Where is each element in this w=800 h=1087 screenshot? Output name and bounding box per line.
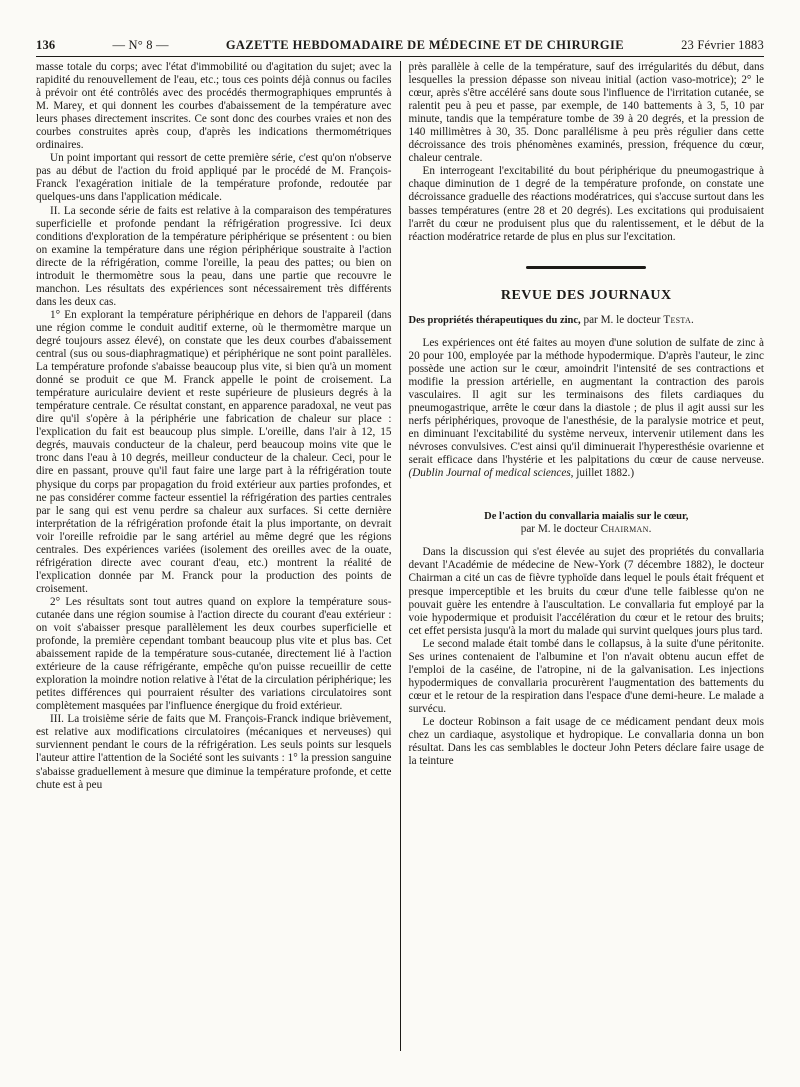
paragraph: Un point important qui ressort de cette première série, c'est qu'on n'observe pas au début de l'action du froid appliqué par le procédé de M. François-Franck l'exagération initiale de la température profonde, redoutée par quelques-uns dans l'application médicale. [36,152,392,204]
paragraph: Le second malade était tombé dans le collapsus, à la suite d'une péritonite. Ses urines contenaient de l'albumine et l'on n'avait obtenu aucun effet de l'emploi de la caséine, de l'atropine, ni de la galvanisation. Les injections hypodermiques de convallaria procurèrent l'augmentation des battements du cœur et le retour de la respiration dans l'espace d'une demi-heure. Le malade a survécu. [408,637,764,715]
section-divider [526,266,646,269]
article-author: Chairman. [600,523,652,536]
article-title-text: Des propriétés thérapeutiques du zinc, [408,314,581,326]
article-source: (Dublin Journal of medical sciences, [408,467,574,480]
left-column [36,61,400,1051]
paragraph: Dans la discussion qui s'est élevée au sujet des propriétés du convallaria devant l'Académie de médecine de New-York (7 décembre 1882), le docteur Chairman a cité un cas de fièvre typhoïde dans lequel le pouls était fréquent et presque imperceptible et les bruits du cœur d'une telle faiblesse qu'on ne pouvait guère les entendre à l'auscultation. Le convallaria fut employé par la voie hypodermique et produisit l'accélération du cœur et le retour des bruits; cet effet persista jusqu'à la mort du malade qui survint quelques jours plus tard. [408,546,764,637]
paragraph: En interrogeant l'excitabilité du bout périphérique du pneumogastrique à chaque diminution de 1 degré de la température profonde, on constate une décroissance graduelle des réactions modératrices, qui s'accuse surtout dans les basses températures (entre 28 et 20 degrés). Les excitations qui produisaient l'arrêt du cœur ne produisent plus que du ralentissement, et le début de la réaction modératrice retarde de plus en plus sur l'excitation. [408,165,764,243]
paragraph: 1° En explorant la température périphérique en dehors de l'appareil (dans une région comme le conduit auditif externe, où le thermomètre marque un degré toujours assez élevé), on constate que les deux courbes d'abaissement central (sus ou sous-diaphragmatique) et périphérique ne sont point parallèles. La température profonde s'abaisse beaucoup plus vite, si bien qu'à un moment donné se produit ce que M. Franck appelle le point de croisement. La température auriculaire devient et reste supérieure de plusieurs degrés à la température centrale. Ce résultat constant, en apparence paradoxal, ne veut pas dire qu'il s'opère à la périphérie une fabrication de chaleur sur place : l'explication du fait est beaucoup plus simple. L'oreille, dans l'air à 12, 15 degrés, mauvais conducteur de la chaleur, perd beaucoup moins vite que le tronc dans l'eau à 10 degrés, meilleur conducteur de la chaleur. Ceci, pour le dire en passant, prouve qu'il faut faire une large part à la réfrigération toute physique du corps par propagation du froid extérieur aux parties profondes, et ne pas considérer comme facteur essentiel la réfrigération des parties centrales par le sang qui est venu perdre sa chaleur aux surfaces. Si cette dernière interprétation de la réfrigération profonde était la plus importante, on devrait voir l'oreille refroidie par le sang artériel au même degré que les régions centrales. Des expériences variées (isolement des oreilles avec de la ouate, réfrigération directe avec courant d'eau, etc.) montrent la réalité de l'explication donnée par M. Franck pour la production des points de croisement. [36,308,392,595]
paragraph: près parallèle à celle de la température, sauf des irrégularités du début, dans lesquelles la pression dépasse son niveau initial (action vaso-motrice); 2° le cœur, après s'être accéléré sans doute sous l'influence de l'irritation cutanée, se ralentit peu à peu et passe, par exemple, de 140 battements à 3, 5, 10 par minute, tandis que la température tombe de 39 à 20 degrés, et la pression de 140 millimètres à 30, 35. Donc parallélisme à peu près régulier dans cette décroissance des trois phénomènes examinés, pression, fréquence du cœur, chaleur centrale. [408,61,764,165]
issue-number: — N° 8 — [112,38,169,52]
article-body-zinc [409,337,765,481]
spacer [409,480,765,510]
paragraph: III. La troisième série de faits que M. François-Franck indique brièvement, est relative aux modifications circulatoires (mécaniques et nerveuses) qui surviennent pendant le cours de la réfrigération. Les seuls points sur lesquels l'auteur attire l'attention de la Société sont les suivants : 1° la pression sanguine s'abaisse graduellement à mesure que diminue la température profonde, et cette chute est à peu [36,713,392,791]
article-byline: par M. le docteur [583,313,661,326]
page-number: 136 [36,38,56,52]
two-column-body [36,61,764,1051]
journal-title: GAZETTE HEBDOMADAIRE DE MÉDECINE ET DE CHIRURGIE [225,38,625,52]
page-header [36,38,764,57]
section-title: REVUE DES JOURNAUX [500,287,672,303]
paragraph: Le docteur Robinson a fait usage de ce médicament pendant deux mois chez un cardiaque, asystolique et hydropique. Le convallaria donna un bon résultat. Dans les cas semblables le docteur John Peters déclare faire usage de la teinture [408,715,764,768]
paragraph: 2° Les résultats sont tout autres quand on explore la température sous-cutanée dans une région soumise à l'action directe du courant d'eau extérieur : on voit s'abaisser presque parallèlement les deux courbes superficielle et profonde, la première cependant tombant beaucoup plus vite et plus bas. Cet abaissement rapide de la température sous-cutanée, directement lié à l'action extérieure de la cause réfrigérante, empêche qu'on puisse recueillir de cette exploration la moindre notion relative à l'état de la circulation périphérique; les petites différences qui pourraient résulter des variations circulatoires sont complètement masquées par l'influence énergique du froid extérieur. [36,595,392,713]
article-byline: par M. le docteur [520,523,598,536]
article-title-zinc [409,314,765,327]
article-text: Les expériences ont été faites au moyen d'une solution de sulfate de zinc à 20 pour 100, employée par la méthode hypodermique. D'après l'auteur, le zinc possède une action sur le cœur, amoindrit l'intensité de ses contractions et modifie la pression artérielle, en augmentant la contraction des parois vasculaires. Il agit sur les terminaisons des filets cardiaques du pneumogastrique, arrête le cœur dans la diastole ; de plus il agit aussi sur les nerfs périphériques, provoque de l'anesthésie, de la paralysie motrice et peut, en diminuant l'excitabilité du système nerveux, intervenir utilement dans les névroses convulsives. C'est ainsi qu'il diminuerait l'hyperesthésie ovarienne et serait efficace dans l'hystérie et les palpitations du cœur de cause nerveuse. [408,336,764,467]
paragraph: masse totale du corps; avec l'état d'immobilité ou d'agitation du sujet; avec la rapidité du renouvellement de l'eau, etc.; tous ces points déjà connus ou faciles à prévoir ont été contrôlés avec des procédés thermographiques empruntés à M. Marey, et qui donnent les courbes d'abaissement de la température avec leurs phases directement inscrites. Ce sont donc des courbes vraies et non des courbes construites après coup, d'après les indications thermométriques ordinaires. [36,61,392,152]
article-title-convallaria [409,510,765,536]
article-author: Testa. [663,313,695,326]
right-column [400,61,765,1051]
article-title-text: De l'action du convallaria maialis sur le cœur, [484,511,689,523]
paragraph: II. La seconde série de faits est relative à la comparaison des températures superficielle et profonde pendant la réfrigération progressive. Ici deux conditions d'exploration de la température périphérique se présentent : ou bien on examine la température dans une région périphérique soustraite à l'action directe de la réfrigération, comme l'oreille, la peau des pattes; ou bien on introduit le thermomètre sous la peau, dans une partie que recouvre le manchon. Les résultats des expériences sont nécessairement très différents dans les deux cas. [36,204,392,308]
article-source-date: juillet 1882.) [576,467,635,480]
issue-date: 23 Février 1883 [681,38,764,52]
